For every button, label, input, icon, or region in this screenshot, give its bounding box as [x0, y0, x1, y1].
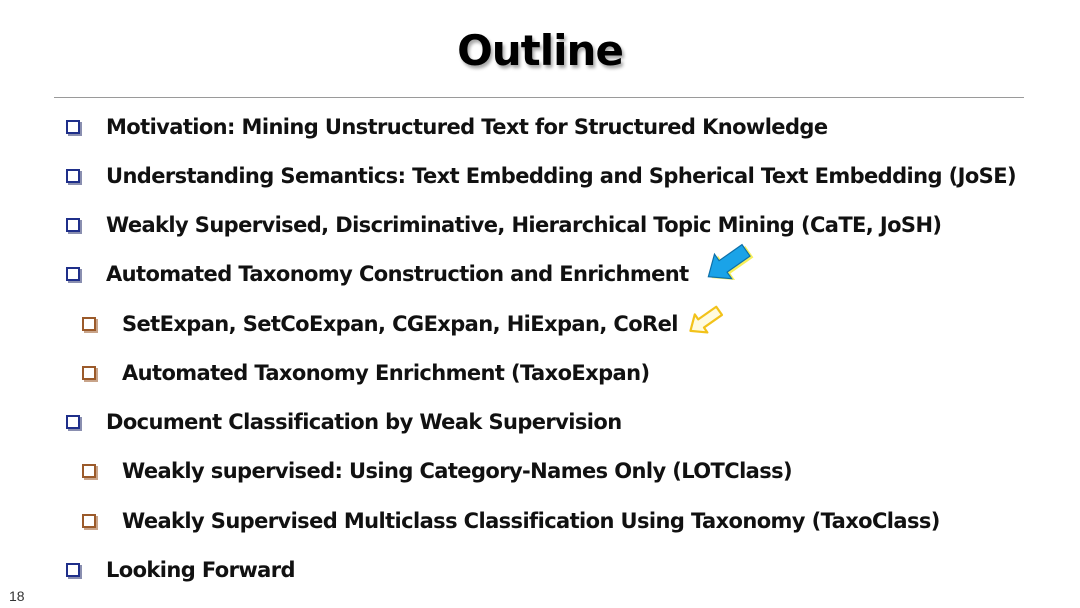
square-bullet-icon [66, 415, 80, 429]
blue-arrow-icon [700, 238, 756, 288]
outline-item-text: Weakly Supervised Multiclass Classification Using Taxonomy (TaxoClass) [122, 509, 940, 533]
outline-subitem-taxoexpan [82, 353, 649, 393]
outline-subitem-setexpan [82, 304, 678, 344]
square-bullet-icon [66, 563, 80, 577]
outline-item-taxonomy-construction [66, 254, 689, 294]
square-bullet-icon [66, 169, 80, 183]
outline-arrow-icon [684, 302, 728, 338]
square-bullet-icon [82, 317, 96, 331]
square-bullet-icon [82, 514, 96, 528]
outline-item-text: SetExpan, SetCoExpan, CGExpan, HiExpan, CoRel [122, 312, 678, 336]
square-bullet-icon [82, 464, 96, 478]
outline-item-motivation [66, 107, 827, 147]
outline-item-topic-mining [66, 205, 941, 245]
outline-item-text: Automated Taxonomy Construction and Enrichment [106, 262, 689, 286]
outline-item-document-classification [66, 402, 622, 442]
outline-subitem-taxoclass [82, 501, 940, 541]
outline-item-text: Weakly Supervised, Discriminative, Hierarchical Topic Mining (CaTE, JoSH) [106, 213, 942, 237]
square-bullet-icon [66, 120, 80, 134]
outline-item-text: Understanding Semantics: Text Embedding and Spherical Text Embedding (JoSE) [106, 164, 1016, 188]
square-bullet-icon [66, 218, 80, 232]
outline-item-understanding-semantics [66, 156, 1016, 196]
title-divider [54, 97, 1024, 98]
square-bullet-icon [82, 366, 96, 380]
outline-item-text: Looking Forward [106, 558, 295, 582]
outline-item-text: Automated Taxonomy Enrichment (TaxoExpan) [122, 361, 650, 385]
outline-item-looking-forward [66, 550, 295, 590]
outline-subitem-lotclass [82, 451, 792, 491]
outline-item-text: Document Classification by Weak Supervision [106, 410, 622, 434]
slide-title: Outline [457, 26, 623, 75]
page-number: 18 [9, 588, 25, 604]
outline-item-text: Weakly supervised: Using Category-Names Only (LOTClass) [122, 459, 793, 483]
square-bullet-icon [66, 267, 80, 281]
outline-item-text: Motivation: Mining Unstructured Text for Structured Knowledge [106, 115, 828, 139]
